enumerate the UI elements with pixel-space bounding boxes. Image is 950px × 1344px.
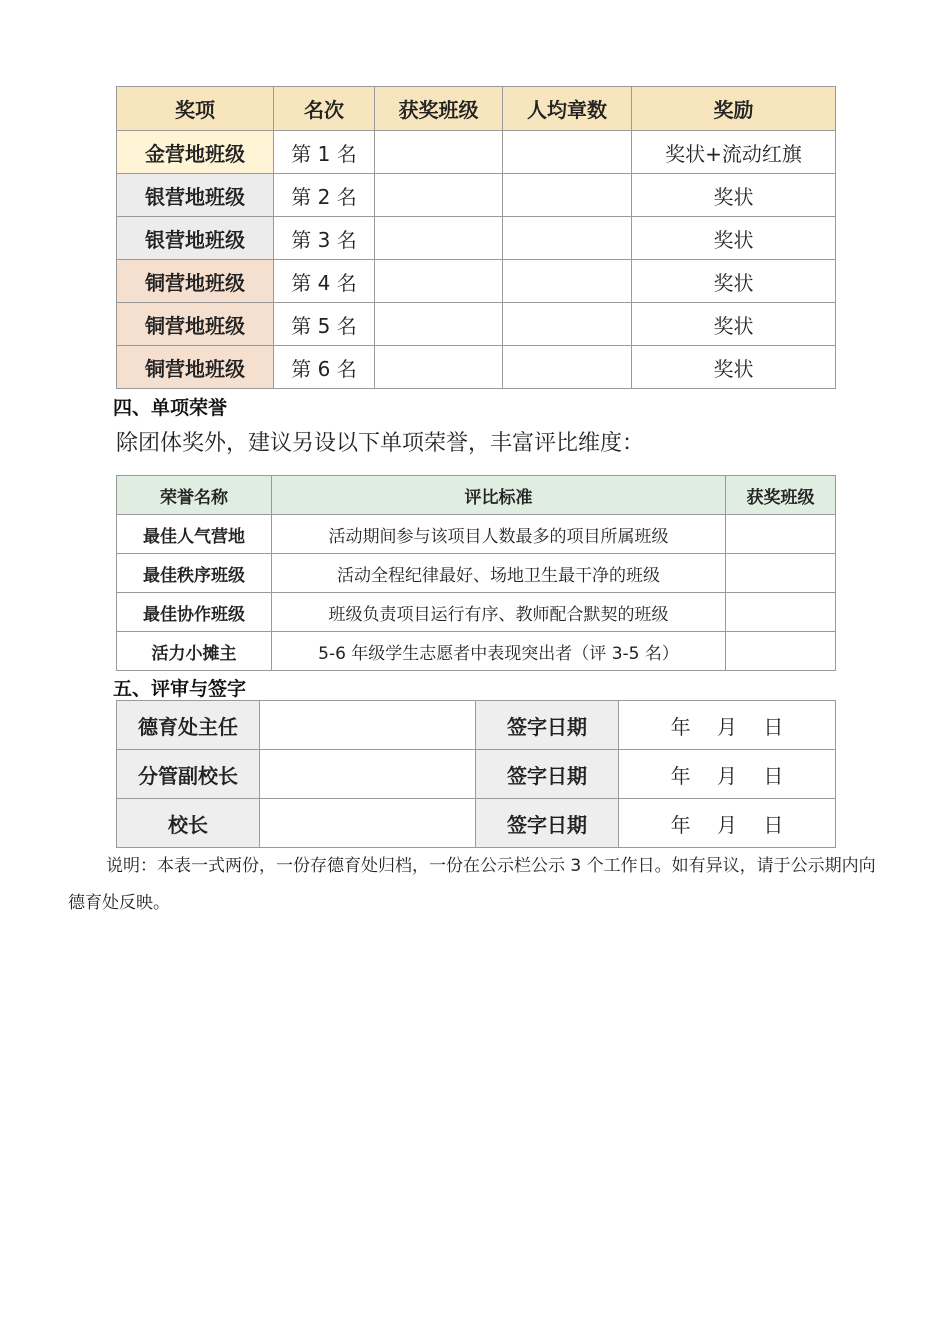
table-row (117, 554, 836, 593)
criteria-cell: 活动全程纪律最好、场地卫生最干净的班级 (272, 554, 726, 593)
criteria-cell: 班级负责项目运行有序、教师配合默契的班级 (272, 593, 726, 632)
criteria-cell: 活动期间参与该项目人数最多的项目所属班级 (272, 515, 726, 554)
table-row (117, 131, 836, 174)
day-label: 日 (763, 714, 784, 739)
section-4-intro: 除团体奖外，建议另设以下单项荣誉，丰富评比维度： (116, 431, 645, 456)
class-cell[interactable] (375, 217, 503, 260)
header-avg-stamps: 人均章数 (503, 87, 632, 131)
date-field[interactable] (619, 701, 836, 750)
class-cell[interactable] (375, 131, 503, 174)
date-field[interactable] (619, 750, 836, 799)
reward-cell: 奖状 (632, 303, 836, 346)
section-4-title: 四、单项荣誉 (113, 397, 228, 419)
table-row (117, 346, 836, 389)
date-label: 签字日期 (476, 799, 619, 848)
table-row (117, 593, 836, 632)
header-reward: 奖励 (632, 87, 836, 131)
honor-name-cell: 最佳协作班级 (117, 593, 272, 632)
rank-cell: 第 6 名 (274, 346, 375, 389)
class-cell[interactable] (375, 174, 503, 217)
awards-header-row (117, 87, 836, 131)
table-row (117, 303, 836, 346)
signature-table (116, 700, 836, 848)
reward-cell: 奖状 (632, 217, 836, 260)
award-name-cell: 银营地班级 (117, 174, 274, 217)
table-row (117, 799, 836, 848)
table-row (117, 701, 836, 750)
avg-stamps-cell[interactable] (503, 174, 632, 217)
rank-cell: 第 4 名 (274, 260, 375, 303)
role-label: 分管副校长 (117, 750, 260, 799)
signature-field[interactable] (260, 750, 476, 799)
table-row (117, 515, 836, 554)
table-row (117, 217, 836, 260)
year-label: 年 (670, 812, 691, 837)
award-name-cell: 铜营地班级 (117, 260, 274, 303)
day-label: 日 (763, 812, 784, 837)
date-label: 签字日期 (476, 701, 619, 750)
header-rank: 名次 (274, 87, 375, 131)
table-row (117, 260, 836, 303)
class-cell[interactable] (375, 260, 503, 303)
avg-stamps-cell[interactable] (503, 346, 632, 389)
header-honor-name: 荣誉名称 (117, 476, 272, 515)
date-field[interactable] (619, 799, 836, 848)
winning-class-cell[interactable] (726, 554, 836, 593)
signature-field[interactable] (260, 799, 476, 848)
winning-class-cell[interactable] (726, 515, 836, 554)
avg-stamps-cell[interactable] (503, 217, 632, 260)
winning-class-cell[interactable] (726, 593, 836, 632)
note-text: 说明：本表一式两份，一份存德育处归档，一份在公示栏公示 3 个工作日。如有异议，请于公示期内向德育处反映。 (68, 856, 876, 913)
rank-cell: 第 2 名 (274, 174, 375, 217)
header-class: 获奖班级 (375, 87, 503, 131)
award-name-cell: 银营地班级 (117, 217, 274, 260)
header-award: 奖项 (117, 87, 274, 131)
honors-header-row (117, 476, 836, 515)
day-label: 日 (763, 763, 784, 788)
honor-name-cell: 最佳秩序班级 (117, 554, 272, 593)
class-cell[interactable] (375, 303, 503, 346)
avg-stamps-cell[interactable] (503, 131, 632, 174)
year-label: 年 (670, 714, 691, 739)
header-criteria: 评比标准 (272, 476, 726, 515)
award-name-cell: 金营地班级 (117, 131, 274, 174)
reward-cell: 奖状+流动红旗 (632, 131, 836, 174)
month-label: 月 (717, 714, 737, 739)
role-label: 德育处主任 (117, 701, 260, 750)
class-cell[interactable] (375, 346, 503, 389)
reward-cell: 奖状 (632, 260, 836, 303)
table-row (117, 632, 836, 671)
month-label: 月 (717, 763, 737, 788)
honors-table (116, 475, 836, 671)
reward-cell: 奖状 (632, 174, 836, 217)
criteria-cell: 5-6 年级学生志愿者中表现突出者（评 3-5 名） (272, 632, 726, 671)
award-name-cell: 铜营地班级 (117, 346, 274, 389)
avg-stamps-cell[interactable] (503, 260, 632, 303)
year-label: 年 (670, 763, 691, 788)
avg-stamps-cell[interactable] (503, 303, 632, 346)
rank-cell: 第 1 名 (274, 131, 375, 174)
role-label: 校长 (117, 799, 260, 848)
honor-name-cell: 最佳人气营地 (117, 515, 272, 554)
table-row (117, 174, 836, 217)
reward-cell: 奖状 (632, 346, 836, 389)
section-5-title: 五、评审与签字 (113, 678, 247, 700)
signature-field[interactable] (260, 701, 476, 750)
winning-class-cell[interactable] (726, 632, 836, 671)
awards-table (116, 86, 836, 389)
rank-cell: 第 5 名 (274, 303, 375, 346)
date-label: 签字日期 (476, 750, 619, 799)
month-label: 月 (717, 812, 737, 837)
table-row (117, 750, 836, 799)
honor-name-cell: 活力小摊主 (117, 632, 272, 671)
header-winning-class: 获奖班级 (726, 476, 836, 515)
rank-cell: 第 3 名 (274, 217, 375, 260)
award-name-cell: 铜营地班级 (117, 303, 274, 346)
